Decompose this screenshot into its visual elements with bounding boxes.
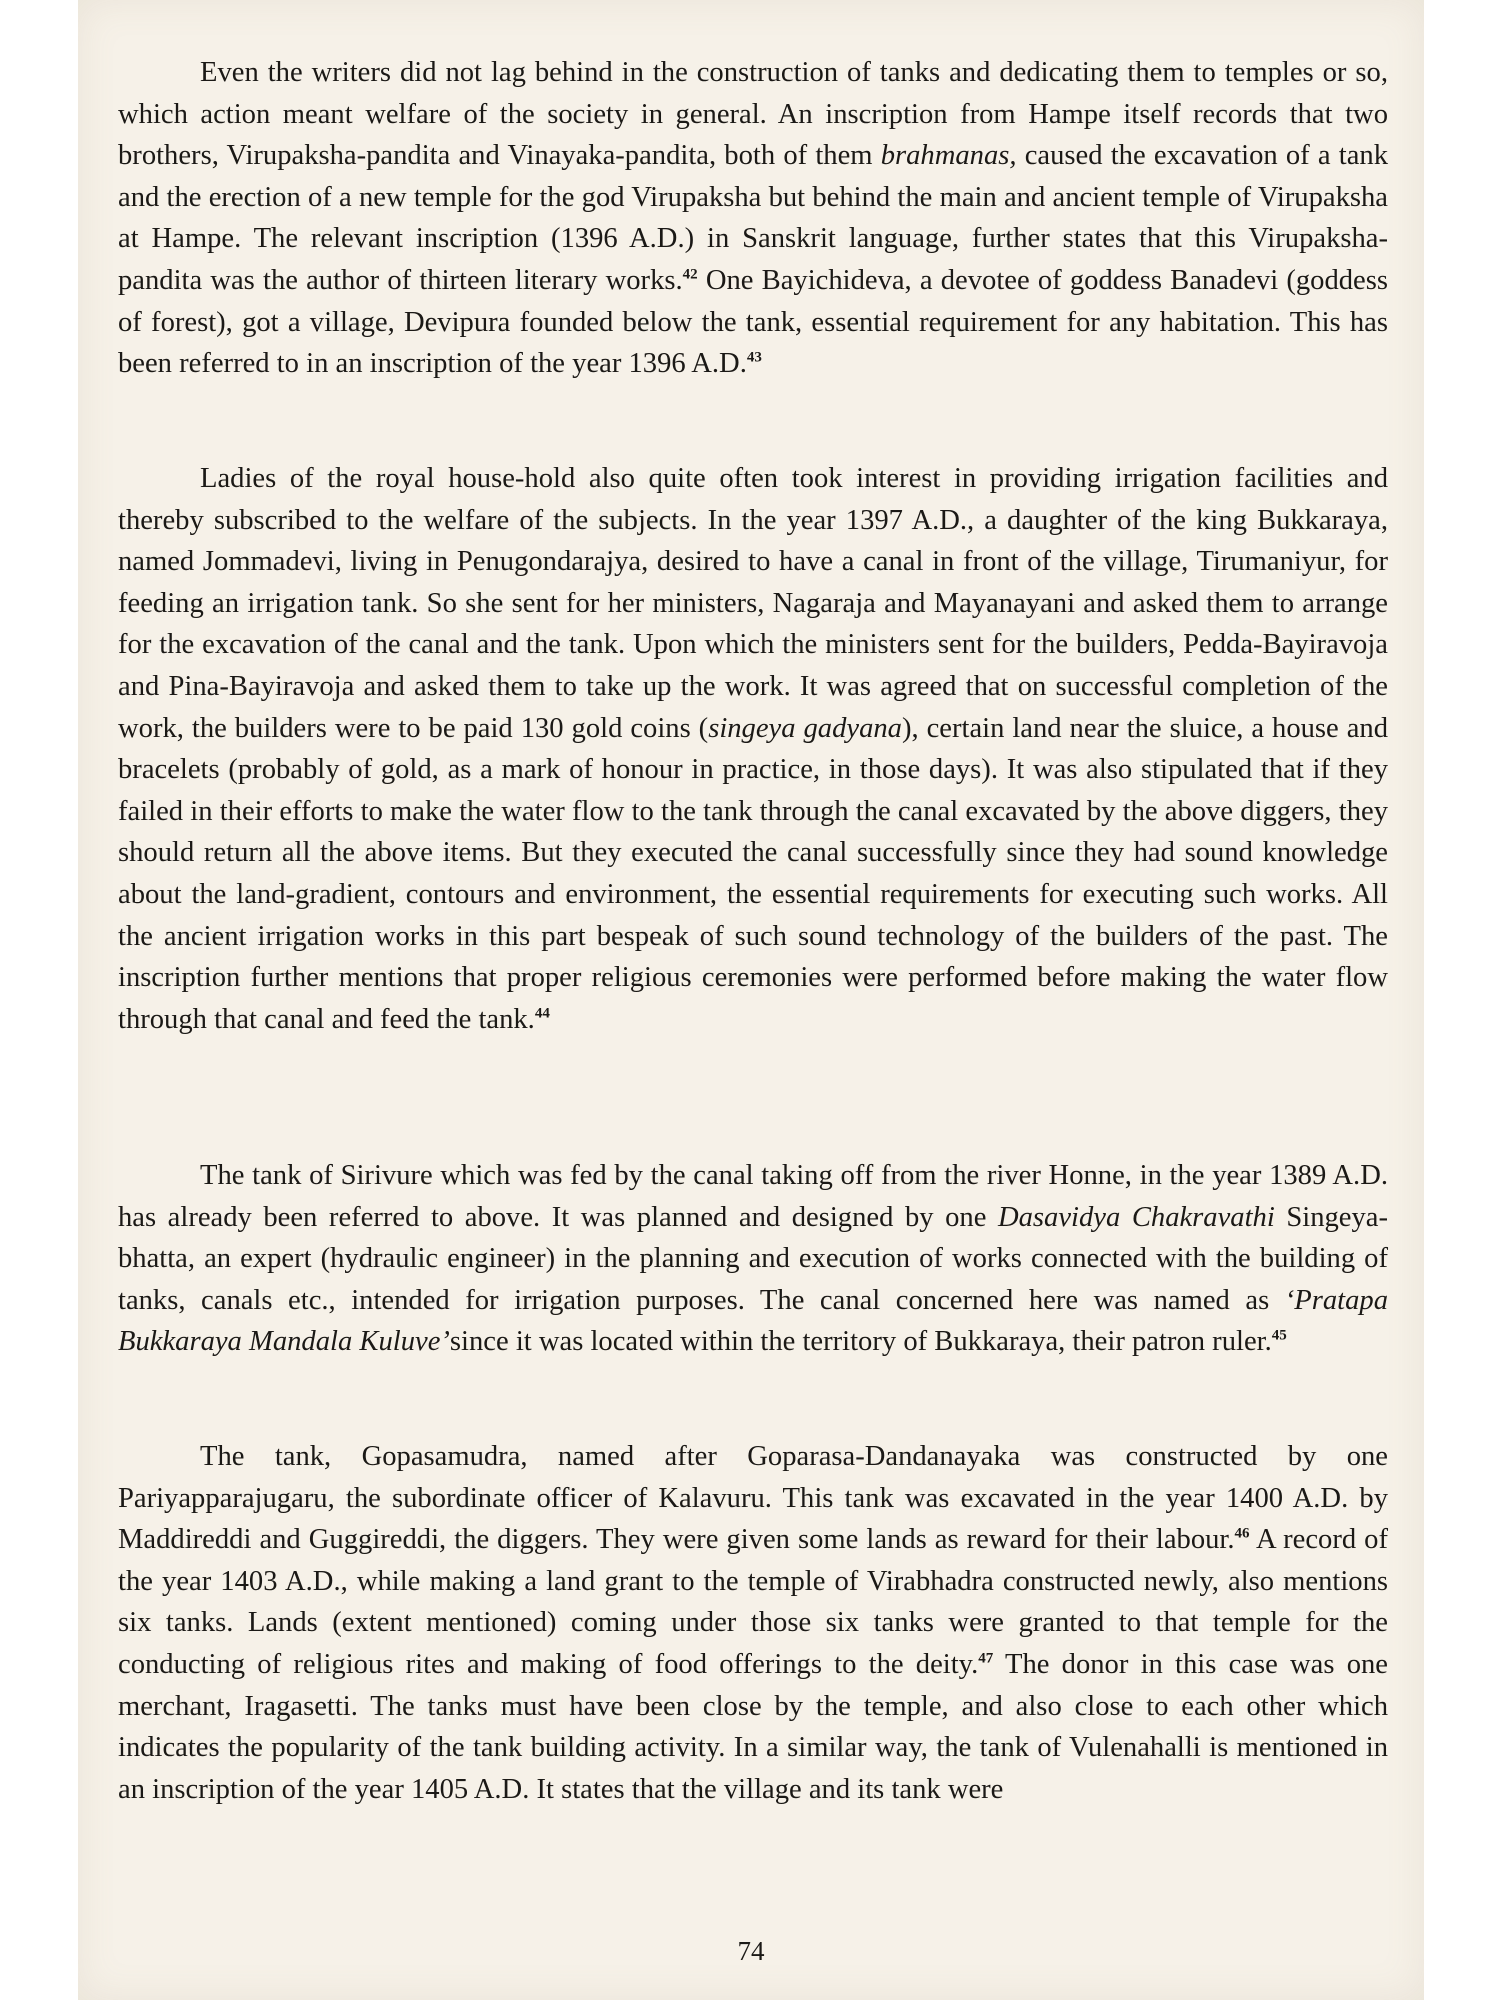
italic-term: Dasavidya Chakravathi [997,1201,1275,1233]
text-segment: The tank of Sirivure which was fed by the canal taking off from the river Honne, in the year 1389 A.D. has already been referred to above. It was planned and designed by one [118,1160,1388,1233]
text-segment: ), certain land near the sluice, a house and bracelets (probably of gold, as a mark of honour in practice, in those days). It was also stipulated that if they failed in their efforts to make the water flow to the tank through the canal excavated by the above diggers, they should return all the above items. But they executed the canal successfully since they had sound knowledge about the land-gradient, contours and environment, the essential requirements for executing such works. All the ancient irrigation works in this part bespeak of such sound technology of the builders of the past. The inscription further mentions that proper religious ceremonies were performed before making the water flow through that canal and feed the tank. [118,712,1388,1035]
text-segment: A record of the year 1403 A.D., while making a land grant to the temple of Virabhadra constructed newly, also mentions six tanks. Lands (extent mentioned) coming under those six tanks were granted to that temple for the conducting of religious rites and making of food offerings to the deity. [118,1524,1388,1680]
text-segment: The tank, Gopasamudra, named after Goparasa-Dandanayaka was constructed by one Pariyapparajugaru, the subordinate officer of Kalavuru. This tank was excavated in the year 1400 A.D. by Maddireddi and Guggireddi, the diggers. They were given some lands as reward for their labour. [118,1441,1388,1556]
paragraph-writers-tanks [118,52,1388,385]
paragraph-royal-ladies [118,458,1388,1040]
footnote-ref-42: 42 [682,266,698,283]
text-segment: Even the writers did not lag behind in the construction of tanks and dedicating them to temples or so, which action meant welfare of the society in general. An inscription from Hampe itself records that two brothers, Virupaksha-pandita and Vinayaka-pandita, both of them [118,57,1388,172]
footnote-ref-44: 44 [534,1005,550,1022]
paragraph-gopasamudra-tank [118,1436,1388,1810]
italic-term: ‘Pratapa Bukkaraya Mandala Kuluve’ [118,1284,1388,1358]
text-segment: One Bayichideva, a devotee of goddess Banadevi (goddess of forest), got a village, Devipura founded below the tank, essential requirement for any habitation. This has been referred to in an inscription of the year 1396 A.D. [118,264,1388,380]
footnote-ref-47: 47 [978,1650,994,1667]
text-segment: The donor in this case was one merchant, Iragasetti. The tanks must have been close by the temple, and also close to each other which indicates the popularity of the tank building activity. In a similar way, the tank of Vulenahalli is mentioned in an inscription of the year 1405 A.D. It states that the village and its tank were [118,1648,1388,1805]
text-segment: Ladies of the royal house-hold also quite often took interest in providing irrigation facilities and thereby subscribed to the welfare of the subjects. In the year 1397 A.D., a daughter of the king Bukkaraya, named Jommadevi, living in Penugondarajya, desired to have a canal in front of the village, Tirumaniyur, for feeding an irrigation tank. So she sent for her ministers, Nagaraja and Mayanayani and asked them to arrange for the excavation of the canal and the tank. Upon which the ministers sent for the builders, Pedda-Bayiravoja and Pina-Bayiravoja and asked them to take up the work. It was agreed that on successful completion of the work, the builders were to be paid 130 gold coins ( [118,463,1388,744]
footnote-ref-46: 46 [1234,1525,1250,1542]
italic-term: singeya gadyana [708,712,902,744]
footnote-ref-43: 43 [746,349,762,366]
text-segment: Singeya-bhatta, an expert (hydraulic engineer) in the planning and execution of works connected with the building of tanks, canals etc., intended for irrigation purposes. The canal concerned here was named as [118,1201,1388,1316]
italic-term: brahmanas, [880,140,1017,172]
text-segment: since it was located within the territory of Bukkaraya, their patron ruler. [449,1326,1272,1358]
footnote-ref-45: 45 [1271,1327,1287,1344]
page-number: 74 [737,1936,765,1966]
paragraph-sirivure-tank [118,1155,1388,1363]
text-segment: caused the excavation of a tank and the erection of a new temple for the god Virupaksha but behind the main and ancient temple of Virupaksha at Hampe. The relevant inscription (1396 A.D.) in Sanskrit language, further states that this Virupaksha-pandita was the author of thirteen literary works. [118,140,1388,296]
book-page [78,0,1424,2000]
